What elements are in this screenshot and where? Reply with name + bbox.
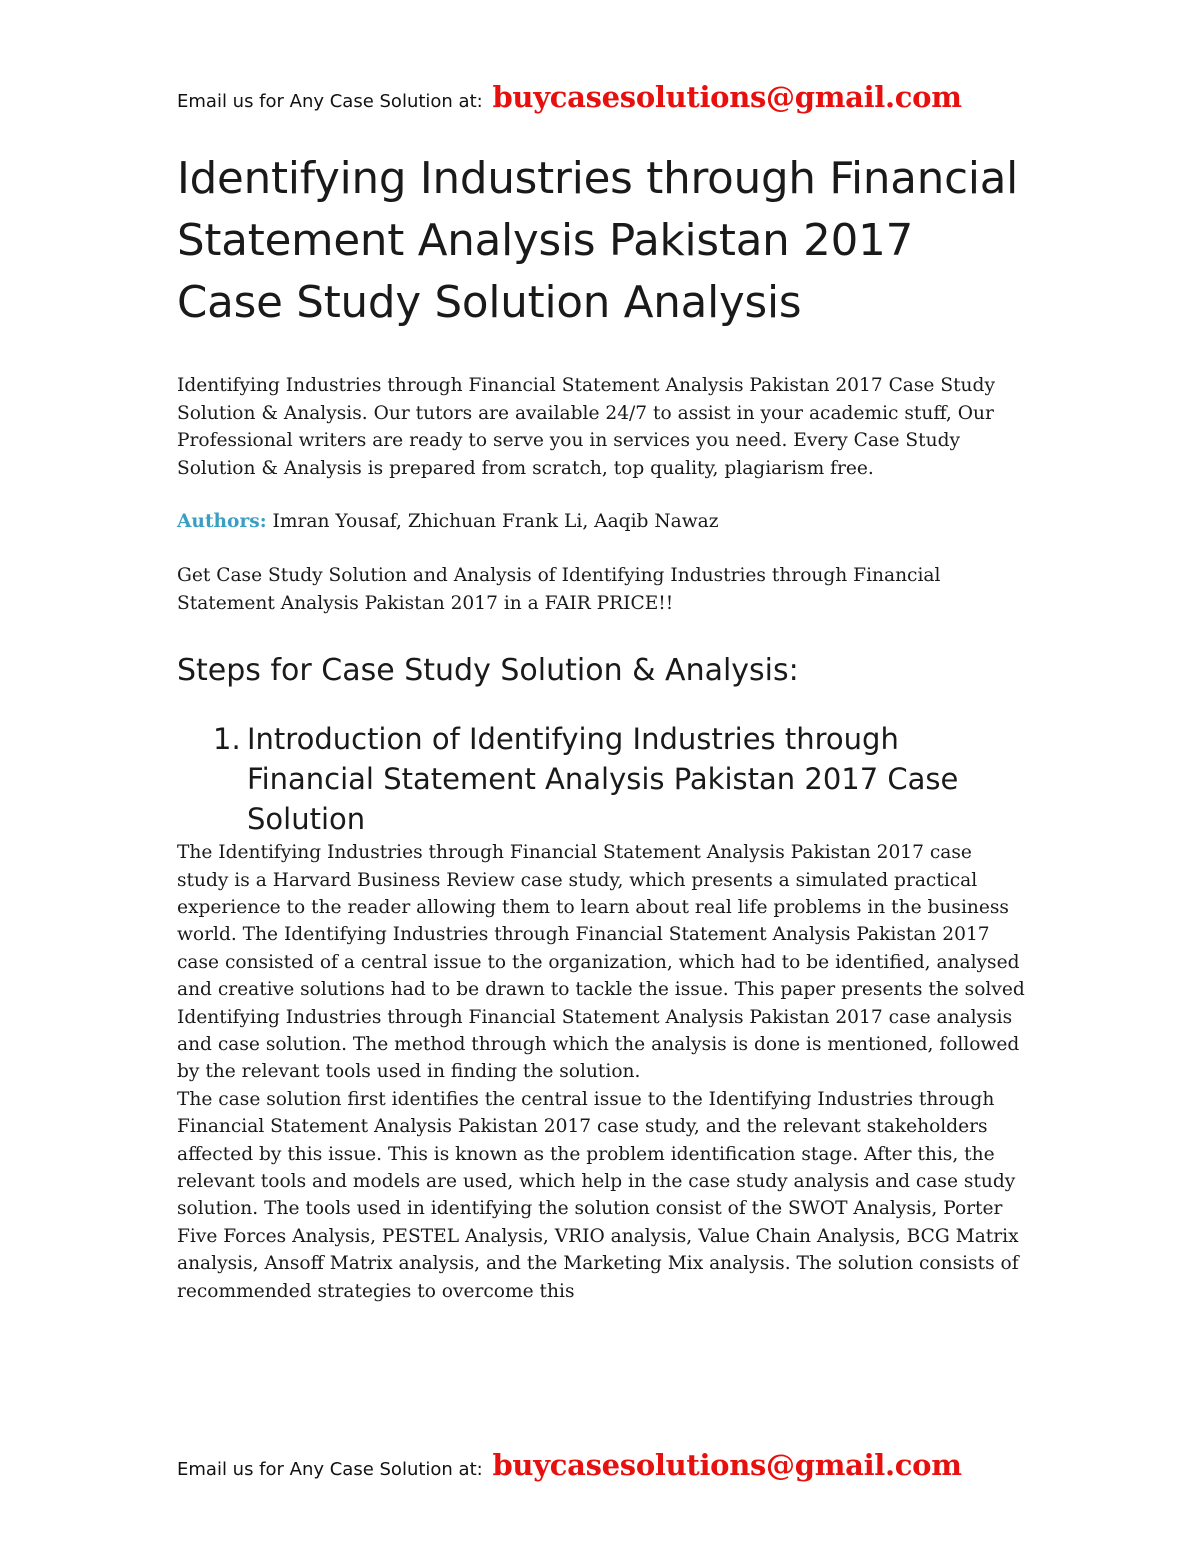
footer-email-prefix: Email us for Any Case Solution at: (177, 1459, 483, 1480)
authors-label: Authors: (177, 511, 267, 533)
offer-paragraph: Get Case Study Solution and Analysis of Identifying Industries through Financial Statement Analysis Pakistan 2017 in a FAIR PRICE!! (177, 564, 941, 614)
authors-names: Imran Yousaf, Zhichuan Frank Li, Aaqib Nawaz (272, 511, 719, 533)
steps-heading: Steps for Case Study Solution & Analysis: (177, 653, 799, 689)
footer-email-address[interactable]: buycasesolutions@gmail.com (492, 1448, 962, 1482)
document-title: Identifying Industries through Financial Statement Analysis Pakistan 2017 Case Study Solution Analysis (177, 154, 1019, 328)
intro-paragraph: Identifying Industries through Financial Statement Analysis Pakistan 2017 Case Study Solution & Analysis. Our tutors are available 24/7 to assist in your academic stuff, Our Professional writers are ready to serve you in services you need. Every Case Study Solution & Analysis is prepared from scratch, top quality, plagiarism free. (177, 375, 995, 479)
step-item (213, 719, 1027, 839)
document-content (177, 148, 1027, 1305)
footer-email-line (177, 1448, 1077, 1482)
authors-line (177, 508, 1027, 536)
body-paragraph: The Identifying Industries through Financial Statement Analysis Pakistan 2017 case study is a Harvard Business Review case study, which presents a simulated practical experience to the reader allowing them to learn about real life problems in the business world. The Identifying Industries through Financial Statement Analysis Pakistan 2017 case consisted of a central issue to the organization, which had to be identified, analysed and creative solutions had to be drawn to tackle the issue. This paper presents the solved Identifying Industries through Financial Statement Analysis Pakistan 2017 case analysis and case solution. The method through which the analysis is done is mentioned, followed by the relevant tools used in finding the solution. (177, 842, 1025, 1083)
body-paragraph: The case solution first identifies the central issue to the Identifying Industries through Financial Statement Analysis Pakistan 2017 case study, and the relevant stakeholders affected by this issue. This is known as the problem identification stage. After this, the relevant tools and models are used, which help in the case study analysis and case study solution. The tools used in identifying the solution consist of the SWOT Analysis, Porter Five Forces Analysis, PESTEL Analysis, VRIO analysis, Value Chain Analysis, BCG Matrix analysis, Ansoff Matrix analysis, and the Marketing Mix analysis. The solution consists of recommended strategies to overcome this (177, 1088, 1019, 1302)
step-text: Introduction of Identifying Industries through Financial Statement Analysis Pakistan 2017 Case Solution (247, 722, 959, 837)
step-number: 1. (213, 722, 241, 757)
header-email-prefix: Email us for Any Case Solution at: (177, 91, 483, 112)
steps-list (177, 719, 1027, 839)
header-email-line (177, 80, 1077, 114)
header-email-address[interactable]: buycasesolutions@gmail.com (492, 80, 962, 114)
